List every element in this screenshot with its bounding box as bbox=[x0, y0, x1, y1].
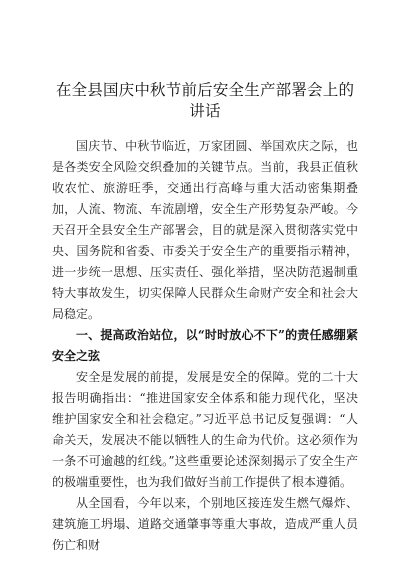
section-1-paragraph-2: 从全国看，今年以来，个别地区接连发生燃气爆炸、建筑施工坍塌、道路交通肇事等重大事故，造成严重人员伤亡和财 bbox=[52, 496, 358, 552]
document-body bbox=[52, 80, 358, 556]
section-1-paragraph-1: 安全是发展的前提，发展是安全的保障。党的二十大报告明确指出：“推进国家安全体系和能力现代化，坚决维护国家安全和社会稳定。”习近平总书记反复强调：“人命关天，发展决不能以牺牲人的生命为代价。这必须作为一条不可逾越的红线。”这些重要论述深刻揭示了安全生产的极端重要性，也为我们做好当前工作提供了根本遵循。 bbox=[52, 370, 358, 489]
document-title: 在全县国庆中秋节前后安全生产部署会上的讲话 bbox=[55, 81, 355, 120]
intro-paragraph: 国庆节、中秋节临近，万家团圆、举国欢庆之际，也是各类安全风险交织叠加的关键节点。当前，我县正值秋收农忙、旅游旺季，交通出行高峰与重大活动密集期叠加，人流、物流、车流剧增，安全生产形势复杂严峻。今天召开全县安全生产部署会，目的就是深入贯彻落实党中央、国务院和省委、市委关于安全生产的重要指示精神，进一步统一思想、压实责任、强化举措，坚决防范遏制重特大事故发生，切实保障人民群众生命财产安全和社会大局稳定。 bbox=[52, 139, 358, 321]
section-heading-1: 一、提高政治站位，以“时时放心不下”的责任感绷紧安全之弦 bbox=[52, 328, 358, 363]
